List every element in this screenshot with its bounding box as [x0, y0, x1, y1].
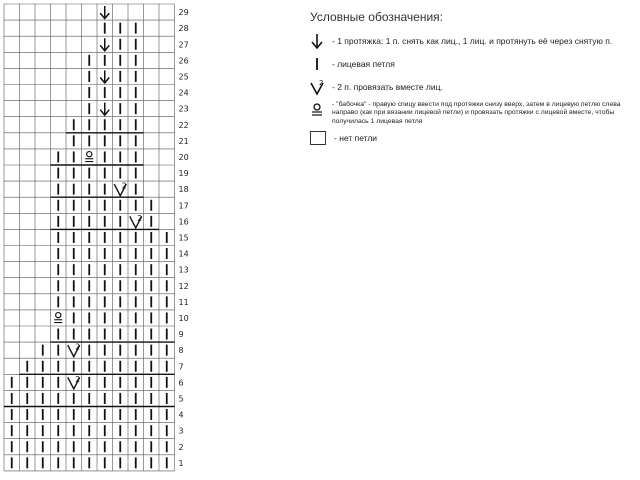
row-number: 26: [178, 56, 189, 66]
row-number: 17: [178, 201, 189, 211]
k2tog-icon-mark: 2: [121, 181, 127, 191]
legend-text-knit: - лицевая петля: [332, 59, 395, 69]
row-number: 22: [178, 120, 189, 130]
k2tog-icon-mark: 2: [75, 342, 81, 352]
knitting-chart: [0, 0, 200, 480]
row-numbers: [179, 8, 189, 468]
down-arrow-icon: [308, 32, 326, 50]
row-number: 15: [178, 233, 189, 243]
legend-title: Условные обозначения:: [310, 10, 443, 24]
legend-text-butterfly: - "бабочка" - правую спицу ввести под протяжки снизу вверх, затем в лицевую петлю слева направо (как при вязании лицевой петли) и провязать протяжки с лицевой вместе, чтобы получилась 1 лицевая петля: [332, 101, 621, 125]
butterfly-stitch-icon: [56, 313, 61, 318]
k2tog-icon-mark: 2: [137, 213, 143, 223]
row-number: 24: [178, 88, 189, 98]
k2tog-icon: [308, 78, 326, 96]
legend: [308, 10, 628, 150]
row-number: 14: [178, 249, 189, 259]
row-number: 20: [178, 152, 189, 162]
row-number: 7: [178, 362, 184, 372]
row-number: 21: [178, 136, 189, 146]
row-number: 12: [178, 281, 189, 291]
legend-text-k2tog: - 2 п. провязать вместе лиц.: [332, 82, 443, 92]
row-number: 28: [178, 24, 189, 34]
row-number: 16: [178, 217, 189, 227]
row-number: 3: [178, 426, 184, 436]
row-number: 11: [178, 297, 189, 307]
row-number: 13: [178, 265, 189, 275]
row-number: 18: [178, 185, 189, 195]
legend-text-no-stitch: - нет петли: [334, 132, 378, 143]
row-number: 9: [178, 330, 184, 340]
row-number: 25: [178, 72, 189, 82]
row-number: 27: [178, 40, 189, 50]
no-stitch-box-icon: [310, 131, 326, 145]
legend-item-no-stitch: [308, 131, 628, 145]
row-number: 8: [178, 346, 184, 356]
legend-item-k2tog: [308, 78, 628, 96]
row-number: 2: [178, 442, 184, 452]
k2tog-icon-mark: 2: [319, 79, 324, 87]
row-number: 23: [178, 104, 189, 114]
row-number: 1: [178, 458, 184, 468]
k2tog-icon-mark: 2: [75, 374, 81, 384]
legend-item-knit: [308, 55, 628, 73]
row-number: 10: [178, 313, 189, 323]
legend-item-butterfly: [308, 101, 628, 126]
legend-item-slip-knit-pass: [308, 32, 628, 50]
legend-text-slip-knit-pass: - 1 протяжка: 1 п. снять как лиц., 1 лиц. и протянуть её через снятую п.: [332, 36, 613, 46]
knit-stitch-icon: [308, 55, 326, 73]
row-number: 29: [178, 8, 189, 18]
butterfly-stitch-icon: [87, 152, 92, 157]
row-number: 4: [178, 410, 184, 420]
butterfly-stitch-icon: [308, 101, 326, 119]
row-number: 5: [178, 394, 184, 404]
row-number: 19: [178, 169, 189, 179]
row-number: 6: [178, 378, 184, 388]
